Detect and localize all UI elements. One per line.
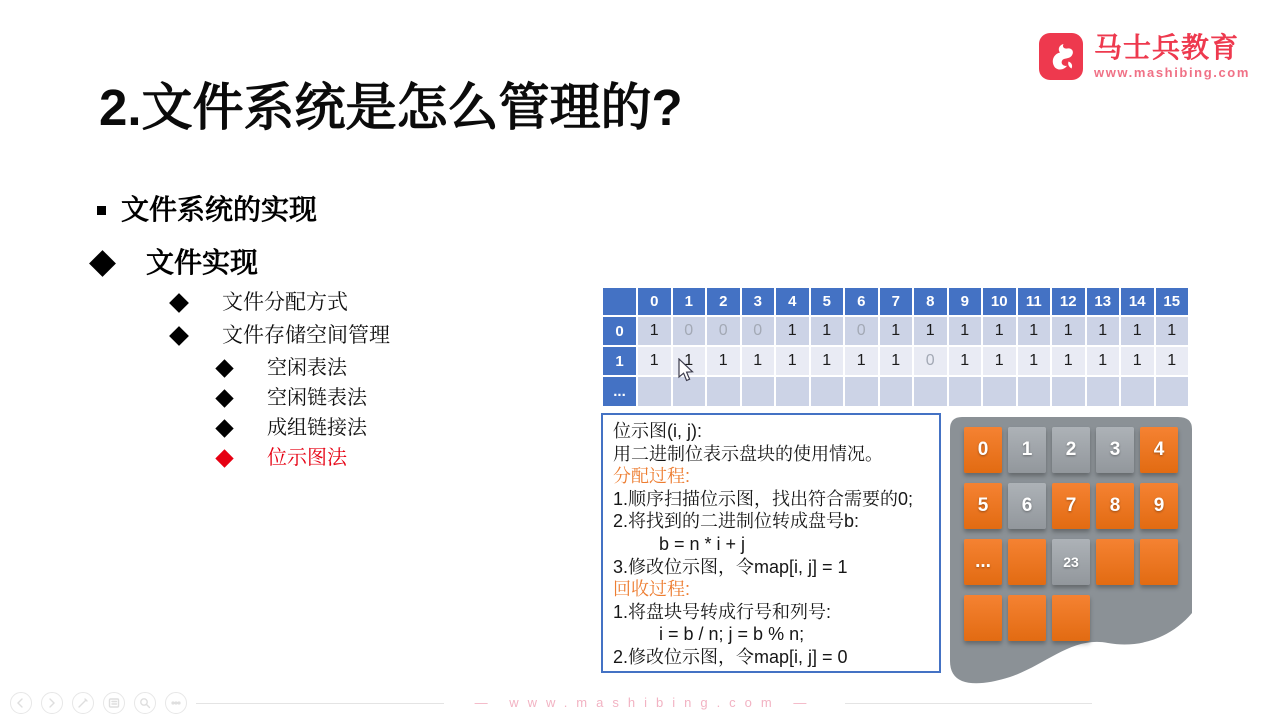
watermark-text: — www.mashibing.com — [474, 695, 816, 710]
outline-item-level3 [172, 289, 390, 316]
bitmap-cell: 1 [811, 317, 844, 345]
bitmap-cell: 1 [949, 347, 982, 375]
explain-line: 1.将盘块号转成行号和列号: [613, 601, 832, 622]
dot-bullet-icon [97, 206, 106, 215]
table-header-cell: 11 [1018, 288, 1051, 315]
bitmap-cell [811, 377, 844, 406]
bitmap-cell: 1 [1121, 317, 1154, 345]
more-icon [169, 696, 183, 710]
next-icon [45, 696, 59, 710]
bitmap-cell: 1 [880, 317, 913, 345]
table-header-cell: 14 [1121, 288, 1154, 315]
outline-label: 位示图法 [267, 447, 347, 469]
disk-block: 2 [1052, 427, 1090, 473]
bitmap-cell: 0 [914, 347, 947, 375]
bitmap-cell [707, 377, 740, 406]
bitmap-cell [776, 377, 809, 406]
disk-block: ... [964, 539, 1002, 585]
table-corner-cell [603, 288, 636, 315]
bitmap-explain-box [601, 413, 941, 673]
bitmap-cell: 0 [742, 317, 775, 345]
disk-block: 9 [1140, 483, 1178, 529]
more-button[interactable] [165, 692, 187, 714]
diamond-bullet-icon [215, 449, 233, 467]
bitmap-cell: 1 [983, 347, 1016, 375]
logo-title: 马士兵教育 [1093, 32, 1239, 63]
table-header-cell: 4 [776, 288, 809, 315]
explain-line: 3.修改位示图，令map[i, j] = 1 [613, 556, 848, 577]
bitmap-cell: 1 [1052, 317, 1085, 345]
bitmap-cell: 1 [776, 347, 809, 375]
table-header-cell: 7 [880, 288, 913, 315]
page-title: 2.文件系统是怎么管理的? [99, 79, 683, 136]
outline-label: 文件实现 [146, 247, 259, 278]
bitmap-cell: 1 [742, 347, 775, 375]
bitmap-cell: 1 [983, 317, 1016, 345]
bitmap-cell [1156, 377, 1189, 406]
disk-block [1008, 595, 1046, 641]
bitmap-cell [983, 377, 1016, 406]
bitmap-cell: 1 [1156, 347, 1189, 375]
disk-block: 8 [1096, 483, 1134, 529]
bitmap-cell: 1 [673, 347, 706, 375]
bitmap-cell [1052, 377, 1085, 406]
explain-line: 2.修改位示图，令map[i, j] = 0 [613, 646, 848, 667]
bitmap-cell: 0 [845, 317, 878, 345]
bitmap-cell: 1 [1018, 347, 1051, 375]
bitmap-cell: 1 [638, 317, 671, 345]
brand-logo [1039, 33, 1250, 80]
bitmap-cell: 0 [673, 317, 706, 345]
disk-block [1140, 539, 1178, 585]
disk-block: 1 [1008, 427, 1046, 473]
explain-line: b = n * i + j [659, 533, 746, 554]
outline-item-level1 [88, 193, 317, 227]
diamond-bullet-icon [215, 419, 233, 437]
horse-logo-icon [1039, 33, 1083, 80]
diamond-bullet-icon [169, 293, 189, 313]
footer-divider-line [845, 703, 1092, 704]
board-icon [107, 696, 121, 710]
bitmap-cell: 1 [845, 347, 878, 375]
outline-label: 空闲链表法 [267, 387, 367, 409]
bitmap-cell: 1 [1018, 317, 1051, 345]
row-label-cell: 1 [603, 347, 636, 375]
disk-block [964, 595, 1002, 641]
bitmap-cell [880, 377, 913, 406]
bitmap-cell: 0 [707, 317, 740, 345]
disk-block: 3 [1096, 427, 1134, 473]
table-header-cell: 6 [845, 288, 878, 315]
outline-item-level2 [88, 245, 258, 281]
bitmap-cell: 1 [811, 347, 844, 375]
horse-icon [1044, 39, 1078, 75]
mouse-cursor-icon [678, 358, 696, 384]
outline-label: 文件分配方式 [222, 291, 348, 314]
bitmap-cell: 1 [1087, 317, 1120, 345]
outline-item-level4 [218, 385, 367, 411]
explain-line: 用二进制位表示盘块的使用情况。 [613, 443, 883, 464]
outline-item-level3 [172, 322, 390, 349]
explain-line: 位示图(i, j): [613, 421, 702, 441]
outline-level3-group [88, 289, 390, 355]
disk-blocks-graphic [948, 415, 1194, 687]
table-header-cell: 10 [983, 288, 1016, 315]
bitmap-cell [914, 377, 947, 406]
outline-item-level4 [218, 415, 367, 441]
explain-line: 回收过程: [613, 579, 691, 600]
outline-list [88, 193, 390, 475]
logo-text-block [1094, 33, 1250, 80]
bitmap-cell: 1 [707, 347, 740, 375]
bitmap-cell: 1 [1121, 347, 1154, 375]
bitmap-cell [1121, 377, 1154, 406]
explain-line: 分配过程: [613, 466, 691, 487]
diamond-bullet-icon [89, 250, 116, 277]
explain-line: 2.将找到的二进制位转成盘号b: [613, 511, 860, 532]
explain-line: i = b / n; j = b % n; [659, 624, 805, 645]
next-button[interactable] [41, 692, 63, 714]
explain-line: 1.顺序扫描位示图，找出符合需要的0; [613, 488, 914, 509]
outline-item-level4 [218, 355, 367, 381]
bitmap-cell [1087, 377, 1120, 406]
magnifier-icon [138, 696, 152, 710]
previous-icon [14, 696, 28, 710]
table-header-cell: 8 [914, 288, 947, 315]
outline-label: 文件系统的实现 [121, 194, 318, 225]
diamond-bullet-icon [169, 326, 189, 346]
logo-subtitle: www.mashibing.com [1093, 65, 1250, 80]
table-header-cell: 0 [638, 288, 671, 315]
table-header-cell: 5 [811, 288, 844, 315]
disk-block [1096, 539, 1134, 585]
bitmap-cell: 1 [1052, 347, 1085, 375]
bitmap-cell: 1 [914, 317, 947, 345]
disk-block [1052, 595, 1090, 641]
disk-block: 6 [1008, 483, 1046, 529]
table-header-cell: 9 [949, 288, 982, 315]
disk-block: 5 [964, 483, 1002, 529]
table-header-cell: 12 [1052, 288, 1085, 315]
disk-block: 23 [1052, 539, 1090, 585]
disk-block: 7 [1052, 483, 1090, 529]
table-header-cell: 3 [742, 288, 775, 315]
bitmap-cell [1018, 377, 1051, 406]
table-header-cell: 2 [707, 288, 740, 315]
bitmap-cell [949, 377, 982, 406]
outline-item-level4 [218, 445, 367, 471]
row-label-cell: 0 [603, 317, 636, 345]
pen-icon [76, 696, 90, 710]
outline-label: 文件存储空间管理 [222, 324, 390, 347]
disk-block: 0 [964, 427, 1002, 473]
outline-label: 成组链接法 [267, 417, 367, 439]
table-header-cell: 13 [1087, 288, 1120, 315]
table-header-cell: 1 [673, 288, 706, 315]
previous-button[interactable] [10, 692, 32, 714]
pen-button[interactable] [72, 692, 94, 714]
bitmap-cell: 1 [880, 347, 913, 375]
disk-block: 4 [1140, 427, 1178, 473]
magnifier-button[interactable] [134, 692, 156, 714]
outline-label: 空闲表法 [267, 357, 347, 379]
footer-divider-line [196, 703, 444, 704]
table-header-cell: 15 [1156, 288, 1189, 315]
bitmap-cell: 1 [949, 317, 982, 345]
bitmap-cell [845, 377, 878, 406]
diamond-bullet-icon [215, 389, 233, 407]
bitmap-table [603, 288, 1188, 406]
row-label-cell: ... [603, 377, 636, 406]
outline-level4-group [88, 355, 367, 475]
bitmap-cell: 1 [776, 317, 809, 345]
bitmap-cell: 1 [1087, 347, 1120, 375]
bitmap-cell [638, 377, 671, 406]
diamond-bullet-icon [215, 359, 233, 377]
disk-block [1008, 539, 1046, 585]
bitmap-cell [742, 377, 775, 406]
bitmap-cell: 1 [638, 347, 671, 375]
bitmap-cell: 1 [1156, 317, 1189, 345]
board-button[interactable] [103, 692, 125, 714]
